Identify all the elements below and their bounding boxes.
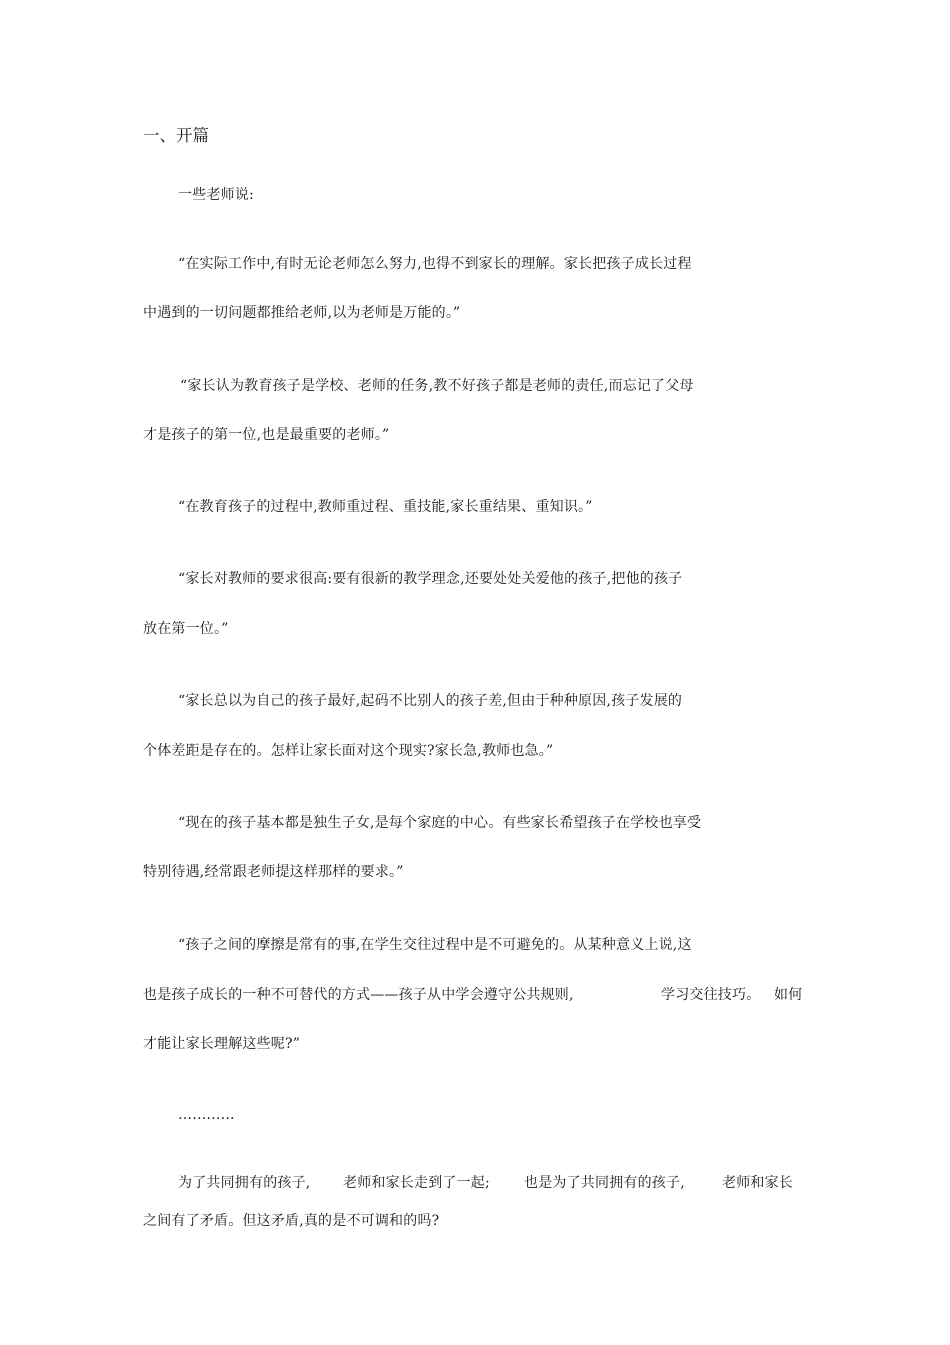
quote-6-line-2: 特别待遇,经常跟老师提这样那样的要求。” [143,864,404,880]
quote-1-line-1: “在实际工作中,有时无论老师怎么努力,也得不到家长的理解。家长把孩子成长过程 [178,256,692,272]
quote-1-line-2: 中遇到的一切问题都推给老师,以为老师是万能的。” [143,305,461,321]
intro-text: 一些老师说: [178,187,254,203]
final-line-1b: 老师和家长走到了一起; [343,1175,490,1191]
quote-7-line-2a: 也是孩子成长的一种不可替代的方式——孩子从中学会遵守公共规则, [143,987,574,1003]
ellipsis: ………… [178,1107,235,1123]
section-heading: 一、开篇 [143,126,209,145]
final-line-2: 之间有了矛盾。但这矛盾,真的是不可调和的吗? [143,1213,440,1229]
quote-5-line-2: 个体差距是存在的。怎样让家长面对这个现实?家长急,教师也急。” [143,743,554,759]
quote-7-line-1: “孩子之间的摩擦是常有的事,在学生交往过程中是不可避免的。从某种意义上说,这 [178,937,692,953]
quote-3-line-1: “在教育孩子的过程中,教师重过程、重技能,家长重结果、重知识。” [178,499,593,515]
quote-2-line-1: “家长认为教育孩子是学校、老师的任务,教不好孩子都是老师的责任,而忘记了父母 [180,378,694,394]
final-line-1d: 老师和家长 [722,1175,793,1191]
quote-4-line-2: 放在第一位。” [143,621,229,637]
quote-7-line-2b: 学习交往技巧。 [661,987,761,1003]
quote-7-line-3: 才能让家长理解这些呢?” [143,1036,301,1052]
final-line-1c: 也是为了共同拥有的孩子, [524,1175,685,1191]
quote-4-line-1: “家长对教师的要求很高:要有很新的教学理念,还要处处关爱他的孩子,把他的孩子 [178,571,683,587]
quote-2-line-2: 才是孩子的第一位,也是最重要的老师。” [143,427,390,443]
quote-6-line-1: “现在的孩子基本都是独生子女,是每个家庭的中心。有些家长希望孩子在学校也享受 [178,815,702,831]
quote-5-line-1: “家长总以为自己的孩子最好,起码不比别人的孩子差,但由于种种原因,孩子发展的 [178,693,683,709]
final-line-1a: 为了共同拥有的孩子, [178,1175,311,1191]
quote-7-line-2c: 如何 [774,987,803,1003]
